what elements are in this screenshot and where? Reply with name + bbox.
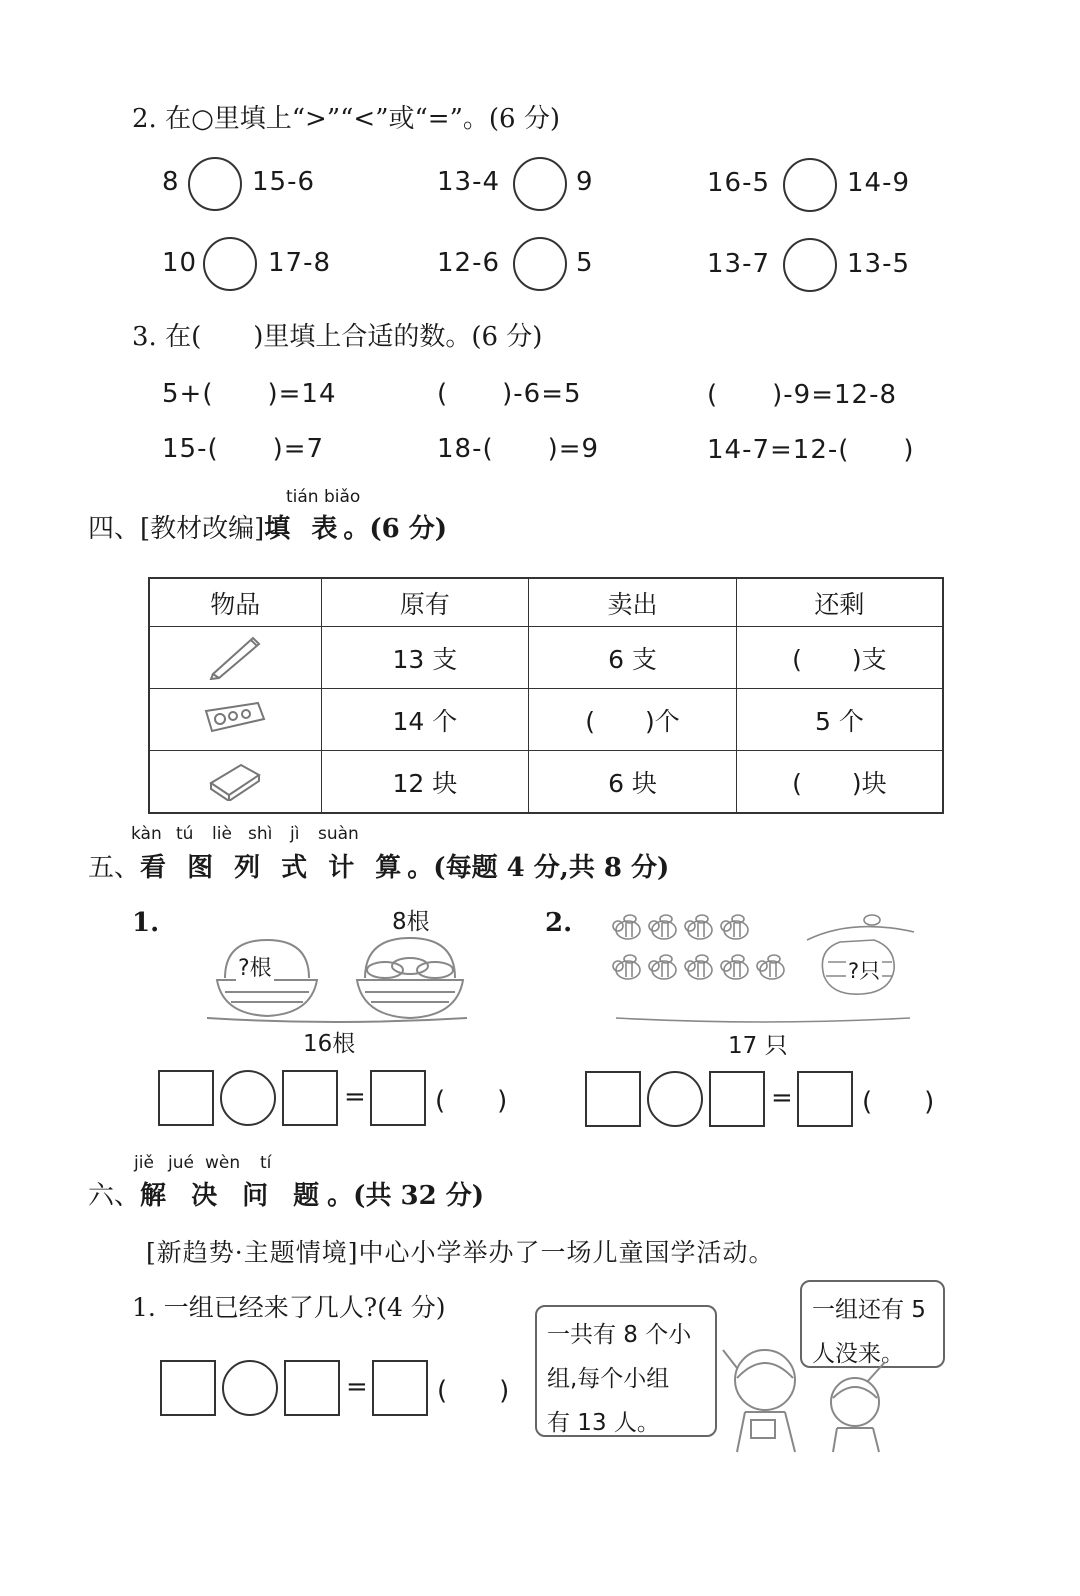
- answer-box[interactable]: [284, 1360, 340, 1416]
- s4-pinyin: tián biǎo: [286, 487, 361, 507]
- answer-box[interactable]: [372, 1360, 428, 1416]
- table-row: [149, 751, 943, 814]
- section-prefix: 五、: [88, 853, 141, 883]
- section-four-heading: [88, 508, 447, 545]
- answer-box[interactable]: [709, 1071, 765, 1127]
- section-score: 。(每题 4 分,共 8 分): [407, 853, 670, 883]
- problem-number: 1.: [132, 908, 160, 938]
- section-prefix: 六、: [88, 1181, 141, 1211]
- pinyin: kàn: [131, 824, 162, 844]
- section-title: 看 图 列 式 计 算: [140, 853, 408, 883]
- pencil-case-icon: [149, 689, 321, 751]
- context-text: [新趋势·主题情境]中心小学举办了一场儿童国学活动。: [146, 1238, 775, 1267]
- operator-circle[interactable]: [222, 1360, 278, 1416]
- section-six-heading: [88, 1175, 484, 1212]
- compare-circle[interactable]: [203, 237, 257, 291]
- fill-equation[interactable]: 14-7=12-( ): [707, 435, 915, 465]
- compare-circle[interactable]: [783, 238, 837, 292]
- answer-box[interactable]: [160, 1360, 216, 1416]
- fill-equation[interactable]: ( )-9=12-8: [707, 380, 898, 410]
- compare-left: 13-7: [707, 249, 771, 279]
- compare-left: 16-5: [707, 168, 771, 198]
- children-figure: [715, 1340, 915, 1455]
- compare-right: 9: [576, 167, 594, 197]
- compare-circle[interactable]: [513, 237, 567, 291]
- q3-title: 3. 在( )里填上合适的数。(6 分): [132, 322, 543, 352]
- table-cell: 12 块: [321, 751, 529, 814]
- total-label: 17 只: [728, 1033, 788, 1059]
- table-cell: 6 支: [529, 627, 737, 689]
- total-label: 16根: [303, 1031, 356, 1057]
- section-score: 。(6 分): [343, 514, 448, 544]
- section-prefix: 四、[教材改编]: [88, 514, 265, 544]
- compare-circle[interactable]: [513, 157, 567, 211]
- bubble-line: 人没来。: [812, 1341, 904, 1367]
- fill-equation[interactable]: 5+( )=14: [162, 379, 337, 409]
- pinyin: suàn: [318, 824, 359, 844]
- pinyin: jì: [290, 824, 300, 844]
- answer-box[interactable]: [797, 1071, 853, 1127]
- answer-box[interactable]: [282, 1070, 338, 1126]
- bubble-line: 一组还有 5: [812, 1297, 926, 1323]
- inventory-table: [148, 577, 944, 814]
- pinyin: jué: [168, 1153, 194, 1173]
- fill-equation[interactable]: ( )-6=5: [437, 379, 582, 409]
- unknown-count-label: ?只: [846, 955, 882, 985]
- operator-circle[interactable]: [647, 1071, 703, 1127]
- table-cell: 6 块: [529, 751, 737, 814]
- header-sold: 卖出: [529, 578, 737, 627]
- compare-right: 17-8: [268, 248, 332, 278]
- answer-cell[interactable]: ( )个: [529, 689, 737, 751]
- unknown-count-label: ?根: [236, 951, 274, 982]
- operator-circle[interactable]: [220, 1070, 276, 1126]
- header-left: 还剩: [736, 578, 943, 627]
- section-five-heading: [88, 847, 669, 884]
- section-title: 解 决 问 题: [140, 1181, 328, 1211]
- problem-number: 2.: [545, 908, 573, 938]
- known-count-label: 8根: [392, 909, 430, 935]
- fill-equation[interactable]: 18-( )=9: [437, 434, 600, 464]
- table-cell: 14 个: [321, 689, 529, 751]
- table-cell: 5 个: [736, 689, 943, 751]
- compare-left: 8: [162, 167, 180, 197]
- compare-left: 10: [162, 248, 198, 278]
- table-row: [149, 689, 943, 751]
- bubble-line: 一共有 8 个小: [547, 1322, 692, 1348]
- unit-blank[interactable]: ( ): [437, 1376, 510, 1406]
- header-item: 物品: [149, 578, 321, 627]
- table-header-row: [149, 578, 943, 627]
- compare-circle[interactable]: [188, 157, 242, 211]
- compare-right: 5: [576, 248, 594, 278]
- compare-right: 14-9: [847, 168, 911, 198]
- q2-title: 2. 在○里填上“>”“<”或“=”。(6 分): [132, 104, 560, 134]
- pinyin: shì: [248, 824, 273, 844]
- answer-box[interactable]: [158, 1070, 214, 1126]
- pinyin: tí: [260, 1153, 272, 1173]
- bubble-line: 组,每个小组: [547, 1366, 670, 1392]
- table-row: [149, 627, 943, 689]
- pinyin: liè: [212, 824, 232, 844]
- table-cell: 13 支: [321, 627, 529, 689]
- compare-right: 15-6: [252, 167, 316, 197]
- eraser-icon: [149, 751, 321, 814]
- section-title: 填 表: [264, 514, 344, 544]
- compare-circle[interactable]: [783, 158, 837, 212]
- pencil-icon: [149, 627, 321, 689]
- q1-title: 1. 一组已经来了几人?(4 分): [132, 1293, 446, 1322]
- speech-bubble-teacher: [535, 1305, 717, 1437]
- compare-left: 12-6: [437, 248, 501, 278]
- answer-cell[interactable]: ( )支: [736, 627, 943, 689]
- pinyin: tú: [176, 824, 194, 844]
- unit-blank[interactable]: ( ): [435, 1086, 508, 1116]
- header-had: 原有: [321, 578, 529, 627]
- answer-box[interactable]: [370, 1070, 426, 1126]
- compare-right: 13-5: [847, 249, 911, 279]
- bubble-line: 有 13 人。: [547, 1410, 660, 1436]
- compare-left: 13-4: [437, 167, 501, 197]
- answer-box[interactable]: [585, 1071, 641, 1127]
- pinyin: jiě: [134, 1153, 154, 1173]
- answer-cell[interactable]: ( )块: [736, 751, 943, 814]
- unit-blank[interactable]: ( ): [862, 1087, 935, 1117]
- pinyin: wèn: [205, 1153, 241, 1173]
- section-score: 。(共 32 分): [327, 1181, 485, 1211]
- equals-sign: =: [346, 1372, 368, 1402]
- fill-equation[interactable]: 15-( )=7: [162, 434, 325, 464]
- equals-sign: =: [771, 1083, 793, 1113]
- equals-sign: =: [344, 1082, 366, 1112]
